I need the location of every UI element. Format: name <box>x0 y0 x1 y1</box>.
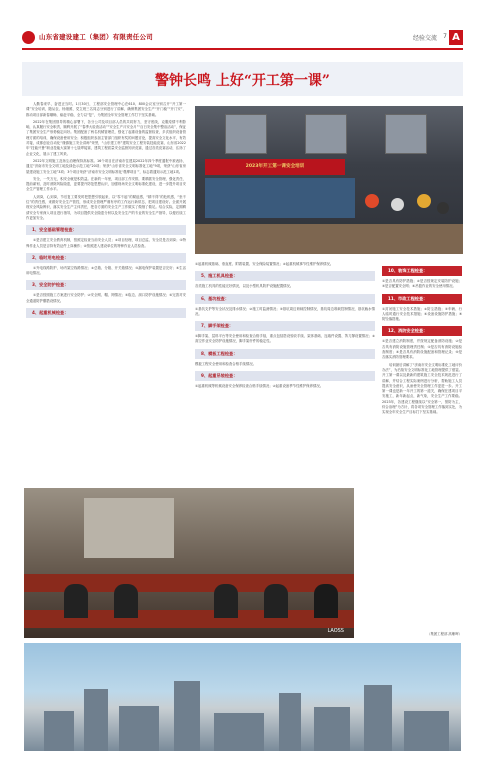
person <box>437 202 449 214</box>
person <box>417 194 431 208</box>
section-heading: 11、市政工程检查： <box>382 294 462 304</box>
building <box>44 711 74 751</box>
building <box>174 681 200 751</box>
section-heading: 5、施工机具检查： <box>195 271 375 281</box>
page-header <box>22 30 463 50</box>
section-name: 经验交流 <box>412 35 437 42</box>
section-body: ①脚手架、层料平台等安全使用和检查合格手续，重点包括搭设验收手续、架体基础、连墙件设置、剪刀撑设置情况；②高空作业安全防护设施情况，脚手架杆件的稳定性。 <box>195 334 375 344</box>
section-body: ①是否建立安全教育机制，按照定检查当前安全人员；②项目经理、项目总监、安全员是否到岗；③特殊作业人员是否持有效证件上岗操作；④按照进入建设单位的特种作业人员检查。 <box>26 238 186 248</box>
section-body: ①外电线路防护、场内架空线路情况；②总箱、分箱、开关箱情况；③漏电保护装置是否完好；④生活用电情况。 <box>26 265 186 276</box>
page-letter-badge: A <box>449 30 463 45</box>
attendee <box>64 584 88 618</box>
room-sign: LAOSS <box>327 628 344 634</box>
author-signature: （集团工程部 高紫晖） <box>427 632 462 636</box>
meeting-banner-text: 2023年开工第一课安全培训 <box>245 164 305 169</box>
section-heading: 7、脚手架检查： <box>195 321 375 331</box>
window <box>305 114 347 154</box>
attendee <box>114 584 138 618</box>
company-logo <box>22 31 35 44</box>
building <box>84 689 108 751</box>
building <box>214 713 264 751</box>
article-title: 警钟长鸣 上好“开工第一课” <box>155 73 330 89</box>
section-heading: 6、基坑检查： <box>195 294 375 304</box>
section-body: 各类施工机具的性能完好情况，以及小型机具防护设施配置情况。 <box>195 284 294 289</box>
section-heading: 12、消防安全检查： <box>382 326 462 336</box>
paragraph: 2022年在集团领导的精心部署下，各分公司及项目部人员的共同努力，坚守底线，克服疫情不利影响，认真履行安全职责，顺利开展了“春季大检查活动”“安全生产月安全月”“百日安全集中整治活动”，保证了集团安全生产形势稳定向好。集团配备了两名机械管理员，强化了起重设备的监督检查，多次组织设备管理方面的培训，确保设备使用安全；积极组织参加主管部门组织有奖的问题讨论，提高安全文化水平，有效对接，成都创业自动化“谨慎施工安全讲师”荣誉，“山东建工杯”建筑安全工程安装技能竞赛，山东省2022年“技能兴鲁”职业技能大赛第十七届焊接赛，建筑工程质量安全监督知识竞赛，通过各类竞赛活动，弘扬了企业文化，展示了建工风采。 <box>26 119 186 156</box>
column-1 <box>26 102 186 321</box>
meeting-table <box>195 224 463 254</box>
window <box>225 114 267 154</box>
attendee <box>264 584 288 618</box>
building <box>404 711 449 751</box>
building <box>119 706 159 751</box>
publisher-name: 山东省建设建工（集团）有限责任公司 <box>39 33 153 41</box>
display-board <box>205 178 355 218</box>
page-number: 7 <box>443 33 447 40</box>
attendee <box>214 584 238 618</box>
section-body: ①起重机械等机械设备安全保养检查合格手续情况；②起重设备季节性维护保养情况。 <box>195 384 324 389</box>
building <box>279 693 301 751</box>
paragraph: 人勤春来早，奋进正当时。1月30日，工程部安全管理中心在610、800会议室分别召开“开工第一课”安全培训，随从农、杨绪照、党立班三名同志分别进行了讲解，确保集团安全生产“开门稳”“开门安”，推动项目部新春顺畅，驱赶平稳、全力以“复”，为集团全年安全管理工作打下坚实基础。 <box>26 102 186 117</box>
training-hall-photo <box>24 488 354 638</box>
building <box>364 685 392 751</box>
hall-screen <box>84 498 174 558</box>
section-heading: 9、起重吊装检查： <box>195 371 375 381</box>
attendee <box>314 584 338 618</box>
section-body: ①是否建立消防制度，并按规定配备消防设施；②是否具有消防设施管理责任制；③是否具有消防设施检查制度；④是否具有消防设施配备和管理记录；⑤是否落实消防管理要求。 <box>382 339 462 360</box>
section-heading: 4、起重机械检查： <box>26 308 186 318</box>
section-body: 模板工程安全使用和检查合格手续情况。 <box>195 361 257 366</box>
person <box>391 198 404 211</box>
closing-paragraph: 培训最后讲解了“济南市安全文明标准化工地评价办法”，为后续安全文明标准化工地管理提供了借鉴。开工第一课以及最新的建筑施工安全技术规范进行了讲解，并结合工程实际案例进行分析，帮助施工人员提高安全意识，从而使安全管理工作更进一步。开工第一课也是新一年开工的第一道关，确保在建项目平安施工，新年新起点，新气象，安全生产工作要稳。2023年，各建设工程继续以“安全第一，预防为主，综合治理”为方针，将各项安全管理工作落到实处，为实现全年安全生产目标打下坚实基础。 <box>382 362 462 415</box>
window <box>385 114 427 154</box>
section-body: ①是否具有防护措施；②是否按规定安装防护设施；③是否配置安全网；④吊篮作业的安全使用情况。 <box>382 279 462 289</box>
column-2 <box>195 262 375 391</box>
column-3 <box>382 262 462 418</box>
building <box>314 707 350 751</box>
section-heading: 8、模板工程检查： <box>195 349 375 359</box>
section-heading: 10、装饰工程检查： <box>382 266 462 276</box>
section-heading: 3、安全防护检查： <box>26 280 186 290</box>
section-body: ①封闭施工安全技术措施；②防尘措施；③车辆、行人临时通行安全技术措施；④设备设施防护措施；⑤防坠落措施。 <box>382 306 462 322</box>
city-skyline-photo <box>24 643 461 751</box>
meeting-banner <box>205 159 345 175</box>
section-body: ①是否按照施工方案进行安全防护；②安全网、帽、网情况；③临边、洞口防护设施情况；④完善对安全通道防护棚搭设情况。 <box>26 293 186 303</box>
person <box>365 194 379 208</box>
section-heading: 2、临时用电检查： <box>26 253 186 263</box>
section-body: ①起重机械基础、垂直度、附着装置、安全保险装置情况；②起重机械事节性维护保养情况。 <box>195 262 334 266</box>
section-heading: 1、安全基础管理检查： <box>26 225 186 235</box>
paragraph: 人到岗，心到岗，节后复工要发时把思想引领起来，以“零不起”的紧迫感，“精不得”的危机感，“坐不住”的责任感，来做好安全生产管控，形成安全管理严谨有序的工作运行新常态，把项目建设好。全面开展现安全风险辨识，落实安全生产主体责任，把各方面的安全生产工作做实了做细了做足。结合实际，定期聘请安全专家深入项目进行指导，为项目提供安全隐患分析以及安全生产的专业的安全生产指导，以便后续工作更加安全。 <box>26 194 186 220</box>
paragraph: 2022年文明施工及扬尘治理保持高标准。16个项目在济南市住建局2022年四个季度通报中被表扬，通过“济南市安全文明工地及绿色示范工地”20项；荣获“山东省安全文明标准化工地”9项，荣获“山东省房屋建设施工安全工地”3项；3个项目荣获“济南市安全文明标准化‘观摩项目’”，标志着通知示范工地1项。 <box>26 158 186 174</box>
title-band <box>22 62 463 96</box>
meeting-photo <box>195 106 463 254</box>
section-body: ①基坑支护等安全状况及排水情况；②施工时监测情况；③基坑周边荷载控制情况，基坑周边堆载控制情况，基坑截水情况。 <box>195 306 375 316</box>
paragraph: 安全，一失万无，积安全就是积效益。在新的一年里，项目部工作安排，要精抓安全管理，强化责任、提前谋划，及时消除风险隐患，更要提升防范思想认识，加强现场安全文明标准化建设，进一步提升项目安全生产管理工作水平。 <box>26 176 186 192</box>
